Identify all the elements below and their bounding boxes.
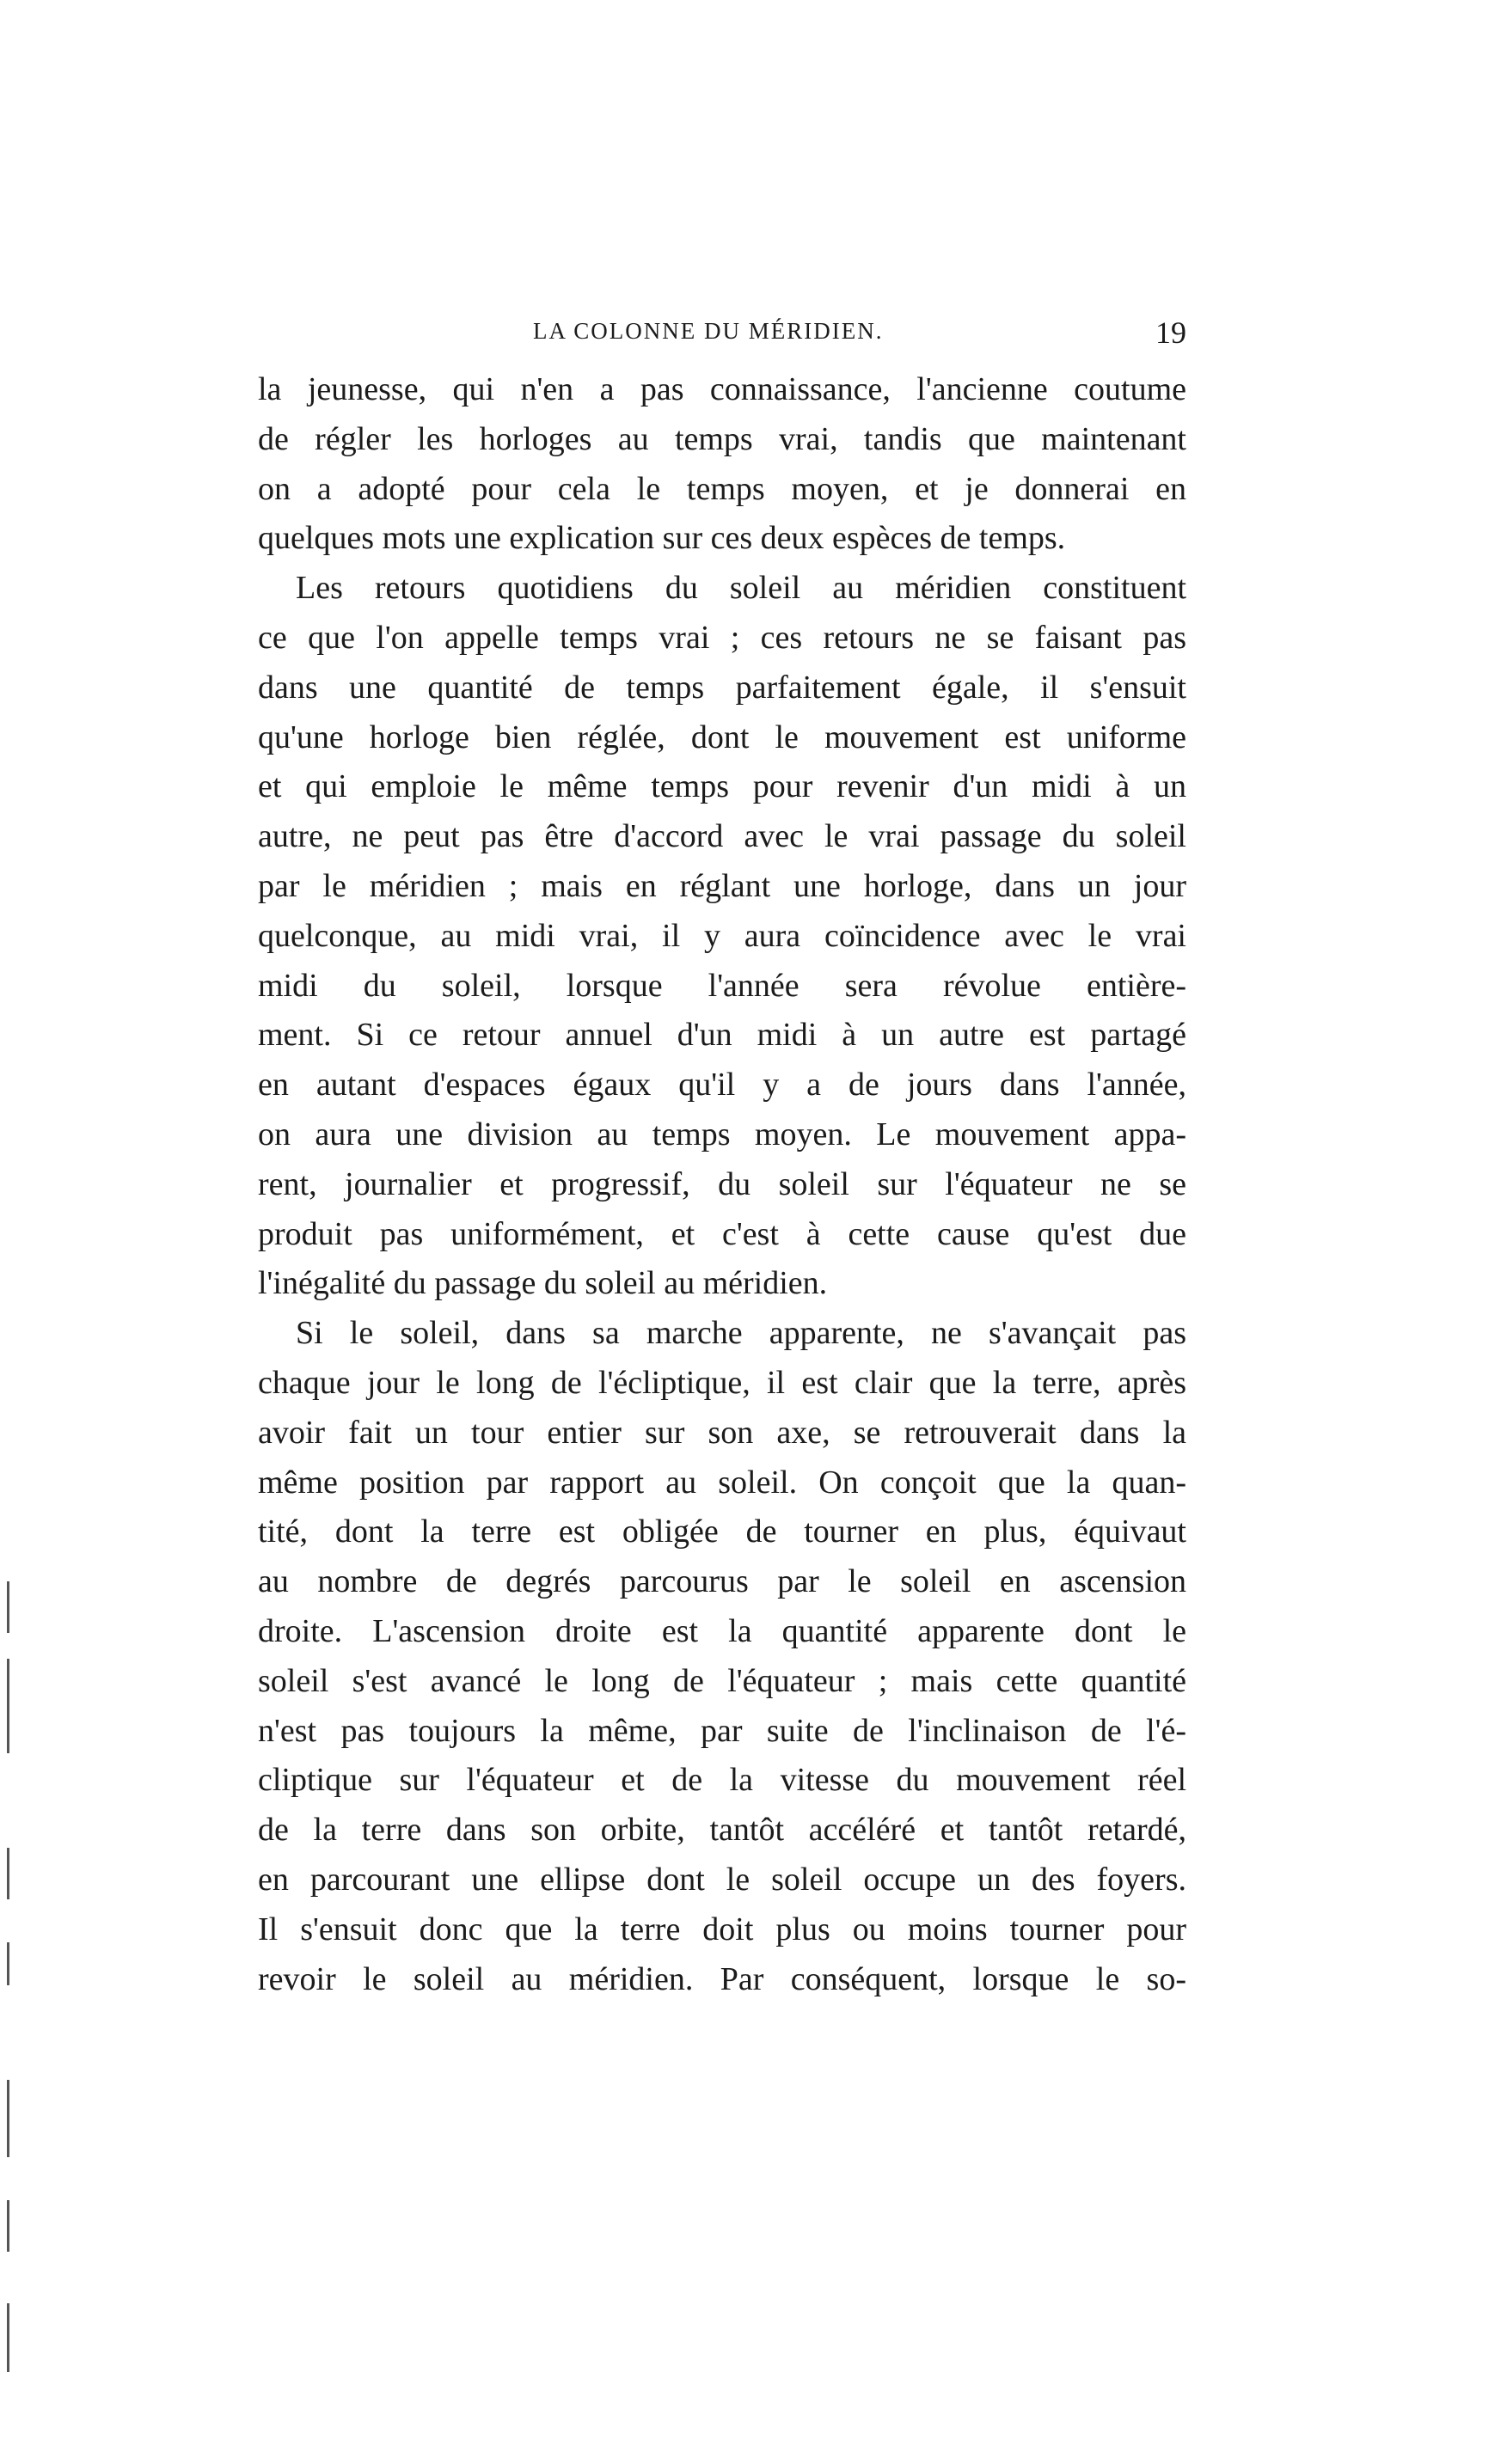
text-line: ce que l'on appelle temps vrai ; ces retours ne se faisant pas xyxy=(258,619,1186,656)
text-line: on aura une division au temps moyen. Le mouvement appa- xyxy=(258,1116,1186,1153)
text-line: autre, ne peut pas être d'accord avec le vrai passage du soleil xyxy=(258,818,1186,855)
text-line: qu'une horloge bien réglée, dont le mouvement est uniforme xyxy=(258,718,1186,755)
text-line: on a adopté pour cela le temps moyen, et je donnerai en xyxy=(258,470,1186,507)
text-line: chaque jour le long de l'écliptique, il est clair que la terre, après xyxy=(258,1364,1186,1401)
text-line: rent, journalier et progressif, du soleil sur l'équateur ne se xyxy=(258,1165,1186,1202)
text-line: soleil s'est avancé le long de l'équateur ; mais cette quantité xyxy=(258,1662,1186,1699)
text-line: en autant d'espaces égaux qu'il y a de jours dans l'année, xyxy=(258,1067,1186,1104)
text-line: n'est pas toujours la même, par suite de l'inclinaison de l'é- xyxy=(258,1712,1186,1749)
text-line: cliptique sur l'équateur et de la vitesse du mouvement réel xyxy=(258,1762,1186,1799)
text-line: en parcourant une ellipse dont le soleil occupe un des foyers. xyxy=(258,1861,1186,1898)
running-header xyxy=(258,315,1186,358)
text-line: midi du soleil, lorsque l'année sera révolue entière- xyxy=(258,967,1186,1004)
paragraph-start-line: Les retours quotidiens du soleil au méridien constituent xyxy=(296,570,1186,607)
scan-edge-mark xyxy=(7,2200,9,2252)
scan-edge-mark xyxy=(7,1581,9,1633)
text-line: revoir le soleil au méridien. Par conséquent, lorsque le so- xyxy=(258,1960,1186,1997)
text-line: de la terre dans son orbite, tantôt accéléré et tantôt retardé, xyxy=(258,1812,1186,1849)
text-line: ment. Si ce retour annuel d'un midi à un autre est partagé xyxy=(258,1017,1186,1054)
text-line: quelconque, au midi vrai, il y aura coïncidence avec le vrai xyxy=(258,917,1186,954)
text-line: avoir fait un tour entier sur son axe, se retrouverait dans la xyxy=(258,1414,1186,1451)
text-line: Il s'ensuit donc que la terre doit plus ou moins tourner pour xyxy=(258,1911,1186,1947)
scan-edge-mark xyxy=(7,1942,9,1985)
text-line: et qui emploie le même temps pour revenir d'un midi à un xyxy=(258,768,1186,805)
page-number: 19 xyxy=(1155,315,1186,350)
text-line: de régler les horloges au temps vrai, tandis que maintenant xyxy=(258,420,1186,457)
text-line: par le méridien ; mais en réglant une horloge, dans un jour xyxy=(258,867,1186,904)
scan-edge-mark xyxy=(7,2303,9,2372)
text-line: l'inégalité du passage du soleil au méridien. xyxy=(258,1265,828,1302)
text-line: au nombre de degrés parcourus par le soleil en ascension xyxy=(258,1563,1186,1600)
text-line: même position par rapport au soleil. On conçoit que la quan- xyxy=(258,1464,1186,1501)
scan-edge-mark xyxy=(7,2080,9,2157)
text-line: dans une quantité de temps parfaitement égale, il s'ensuit xyxy=(258,669,1186,706)
text-line: produit pas uniformément, et c'est à cette cause qu'est due xyxy=(258,1215,1186,1252)
text-line: la jeunesse, qui n'en a pas connaissance, l'ancienne coutume xyxy=(258,371,1186,407)
scan-edge-mark xyxy=(7,1659,9,1753)
text-line: droite. L'ascension droite est la quantité apparente dont le xyxy=(258,1612,1186,1649)
text-line: tité, dont la terre est obligée de tourner en plus, équivaut xyxy=(258,1513,1186,1550)
body-text xyxy=(258,365,1186,2004)
text-line: quelques mots une explication sur ces deux espèces de temps. xyxy=(258,520,1066,557)
paragraph-start-line: Si le soleil, dans sa marche apparente, ne s'avançait pas xyxy=(296,1315,1186,1352)
running-title: LA COLONNE DU MÉRIDIEN. xyxy=(533,318,884,344)
scan-edge-mark xyxy=(7,1848,9,1899)
